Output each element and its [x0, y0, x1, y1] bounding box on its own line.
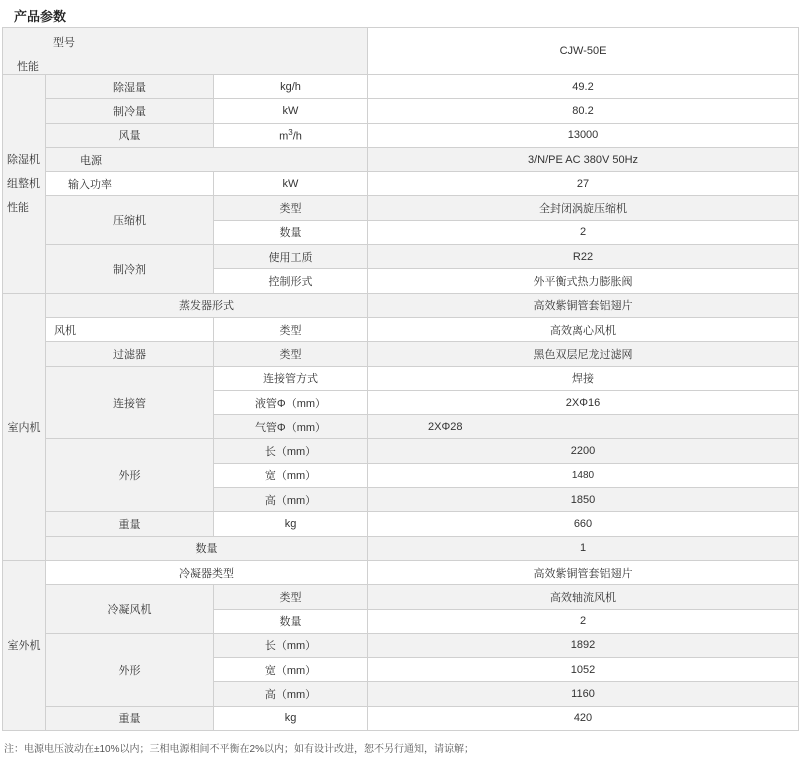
table-row [3, 99, 799, 123]
table-row [3, 560, 799, 584]
section-indoor: 室内机 [3, 293, 46, 560]
table-row [3, 536, 799, 560]
row-sublabel: 类型 [214, 342, 368, 366]
row-value: 1052 [368, 658, 799, 682]
performance-label: 性能 [17, 61, 39, 73]
row-value: 2200 [368, 439, 799, 463]
row-value: 2 [368, 609, 799, 633]
row-sublabel: 长（mm） [214, 633, 368, 657]
row-value: 80.2 [368, 99, 799, 123]
row-sublabel: 控制形式 [214, 269, 368, 293]
row-name: 输入功率 [46, 172, 214, 196]
row-value: R22 [368, 245, 799, 269]
row-sublabel: 宽（mm） [214, 463, 368, 487]
row-value: 660 [368, 512, 799, 536]
row-value: 2 [368, 220, 799, 244]
row-name: 除湿量 [46, 75, 214, 99]
row-value: 焊接 [368, 366, 799, 390]
row-unit: kW [214, 172, 368, 196]
row-value: 1160 [368, 682, 799, 706]
row-sublabel: 长（mm） [214, 439, 368, 463]
table-row [3, 706, 799, 730]
row-name: 蒸发器形式 [46, 293, 368, 317]
row-value: 高效离心风机 [368, 317, 799, 341]
row-name: 制冷量 [46, 99, 214, 123]
table-row [3, 75, 799, 99]
row-value: 1480 [368, 463, 799, 487]
row-value: 420 [368, 706, 799, 730]
row-sublabel: 类型 [214, 585, 368, 609]
section-outdoor: 室外机 [3, 560, 46, 730]
row-value: 2XΦ28 [368, 415, 799, 439]
model-label: 型号 [53, 37, 75, 49]
row-sublabel: 气管Φ（mm） [214, 415, 368, 439]
table-row [3, 293, 799, 317]
row-value: 27 [368, 172, 799, 196]
row-sublabel: 宽（mm） [214, 658, 368, 682]
row-name: 重量 [46, 706, 214, 730]
row-value: 1892 [368, 633, 799, 657]
row-name: 压缩机 [46, 196, 214, 245]
row-value: 3/N/PE AC 380V 50Hz [368, 147, 799, 171]
row-name: 外形 [46, 633, 214, 706]
table-row [3, 633, 799, 657]
table-row [3, 172, 799, 196]
row-value: 高效紫铜管套铝翅片 [368, 560, 799, 584]
row-name: 风量 [46, 123, 214, 147]
row-value: 全封闭涡旋压缩机 [368, 196, 799, 220]
row-name: 数量 [46, 536, 368, 560]
row-sublabel: 类型 [214, 196, 368, 220]
table-row [3, 245, 799, 269]
row-name: 冷凝风机 [46, 585, 214, 634]
model-value: CJW-50E [368, 28, 799, 75]
table-row [3, 342, 799, 366]
header-label-cell [3, 28, 368, 75]
row-sublabel: 使用工质 [214, 245, 368, 269]
table-row [3, 366, 799, 390]
row-value: 高效轴流风机 [368, 585, 799, 609]
row-unit: kg [214, 512, 368, 536]
table-row [3, 123, 799, 147]
row-value: 1850 [368, 488, 799, 512]
footnote: 注：电源电压波动在±10%以内；三相电源相间不平衡在2%以内；如有设计改进，恕不另行通知，请谅解； [4, 744, 474, 755]
spec-table [2, 27, 799, 731]
row-value: 外平衡式热力膨胀阀 [368, 269, 799, 293]
row-unit: $m^3/h$ [214, 123, 368, 147]
row-name: 电源 [46, 147, 368, 171]
table-row [3, 196, 799, 220]
row-value: 黑色双层尼龙过滤网 [368, 342, 799, 366]
table-row [3, 317, 799, 341]
row-unit: kg [214, 706, 368, 730]
row-name: 连接管 [46, 366, 214, 439]
row-name: 制冷剂 [46, 245, 214, 294]
row-name: 过滤器 [46, 342, 214, 366]
row-unit: kg/h [214, 75, 368, 99]
table-header-row [3, 28, 799, 75]
row-name: 外形 [46, 439, 214, 512]
row-sublabel: 高（mm） [214, 682, 368, 706]
row-value: 13000 [368, 123, 799, 147]
row-unit: kW [214, 99, 368, 123]
row-sublabel: 数量 [214, 220, 368, 244]
table-row [3, 512, 799, 536]
row-value: 49.2 [368, 75, 799, 99]
row-value: 1 [368, 536, 799, 560]
row-sublabel: 连接管方式 [214, 366, 368, 390]
row-sublabel: 类型 [214, 317, 368, 341]
row-sublabel: 数量 [214, 609, 368, 633]
table-row [3, 585, 799, 609]
table-row [3, 439, 799, 463]
row-value: 高效紫铜管套铝翅片 [368, 293, 799, 317]
table-row [3, 147, 799, 171]
row-name: 重量 [46, 512, 214, 536]
row-value: 2XΦ16 [368, 390, 799, 414]
row-name: 风机 [46, 317, 214, 341]
row-sublabel: 液管Φ（mm） [214, 390, 368, 414]
row-name: 冷凝器类型 [46, 560, 368, 584]
section-unit-performance: 除湿机 组整机 性能 [3, 75, 46, 294]
page-title: 产品参数 [14, 9, 67, 24]
row-sublabel: 高（mm） [214, 488, 368, 512]
